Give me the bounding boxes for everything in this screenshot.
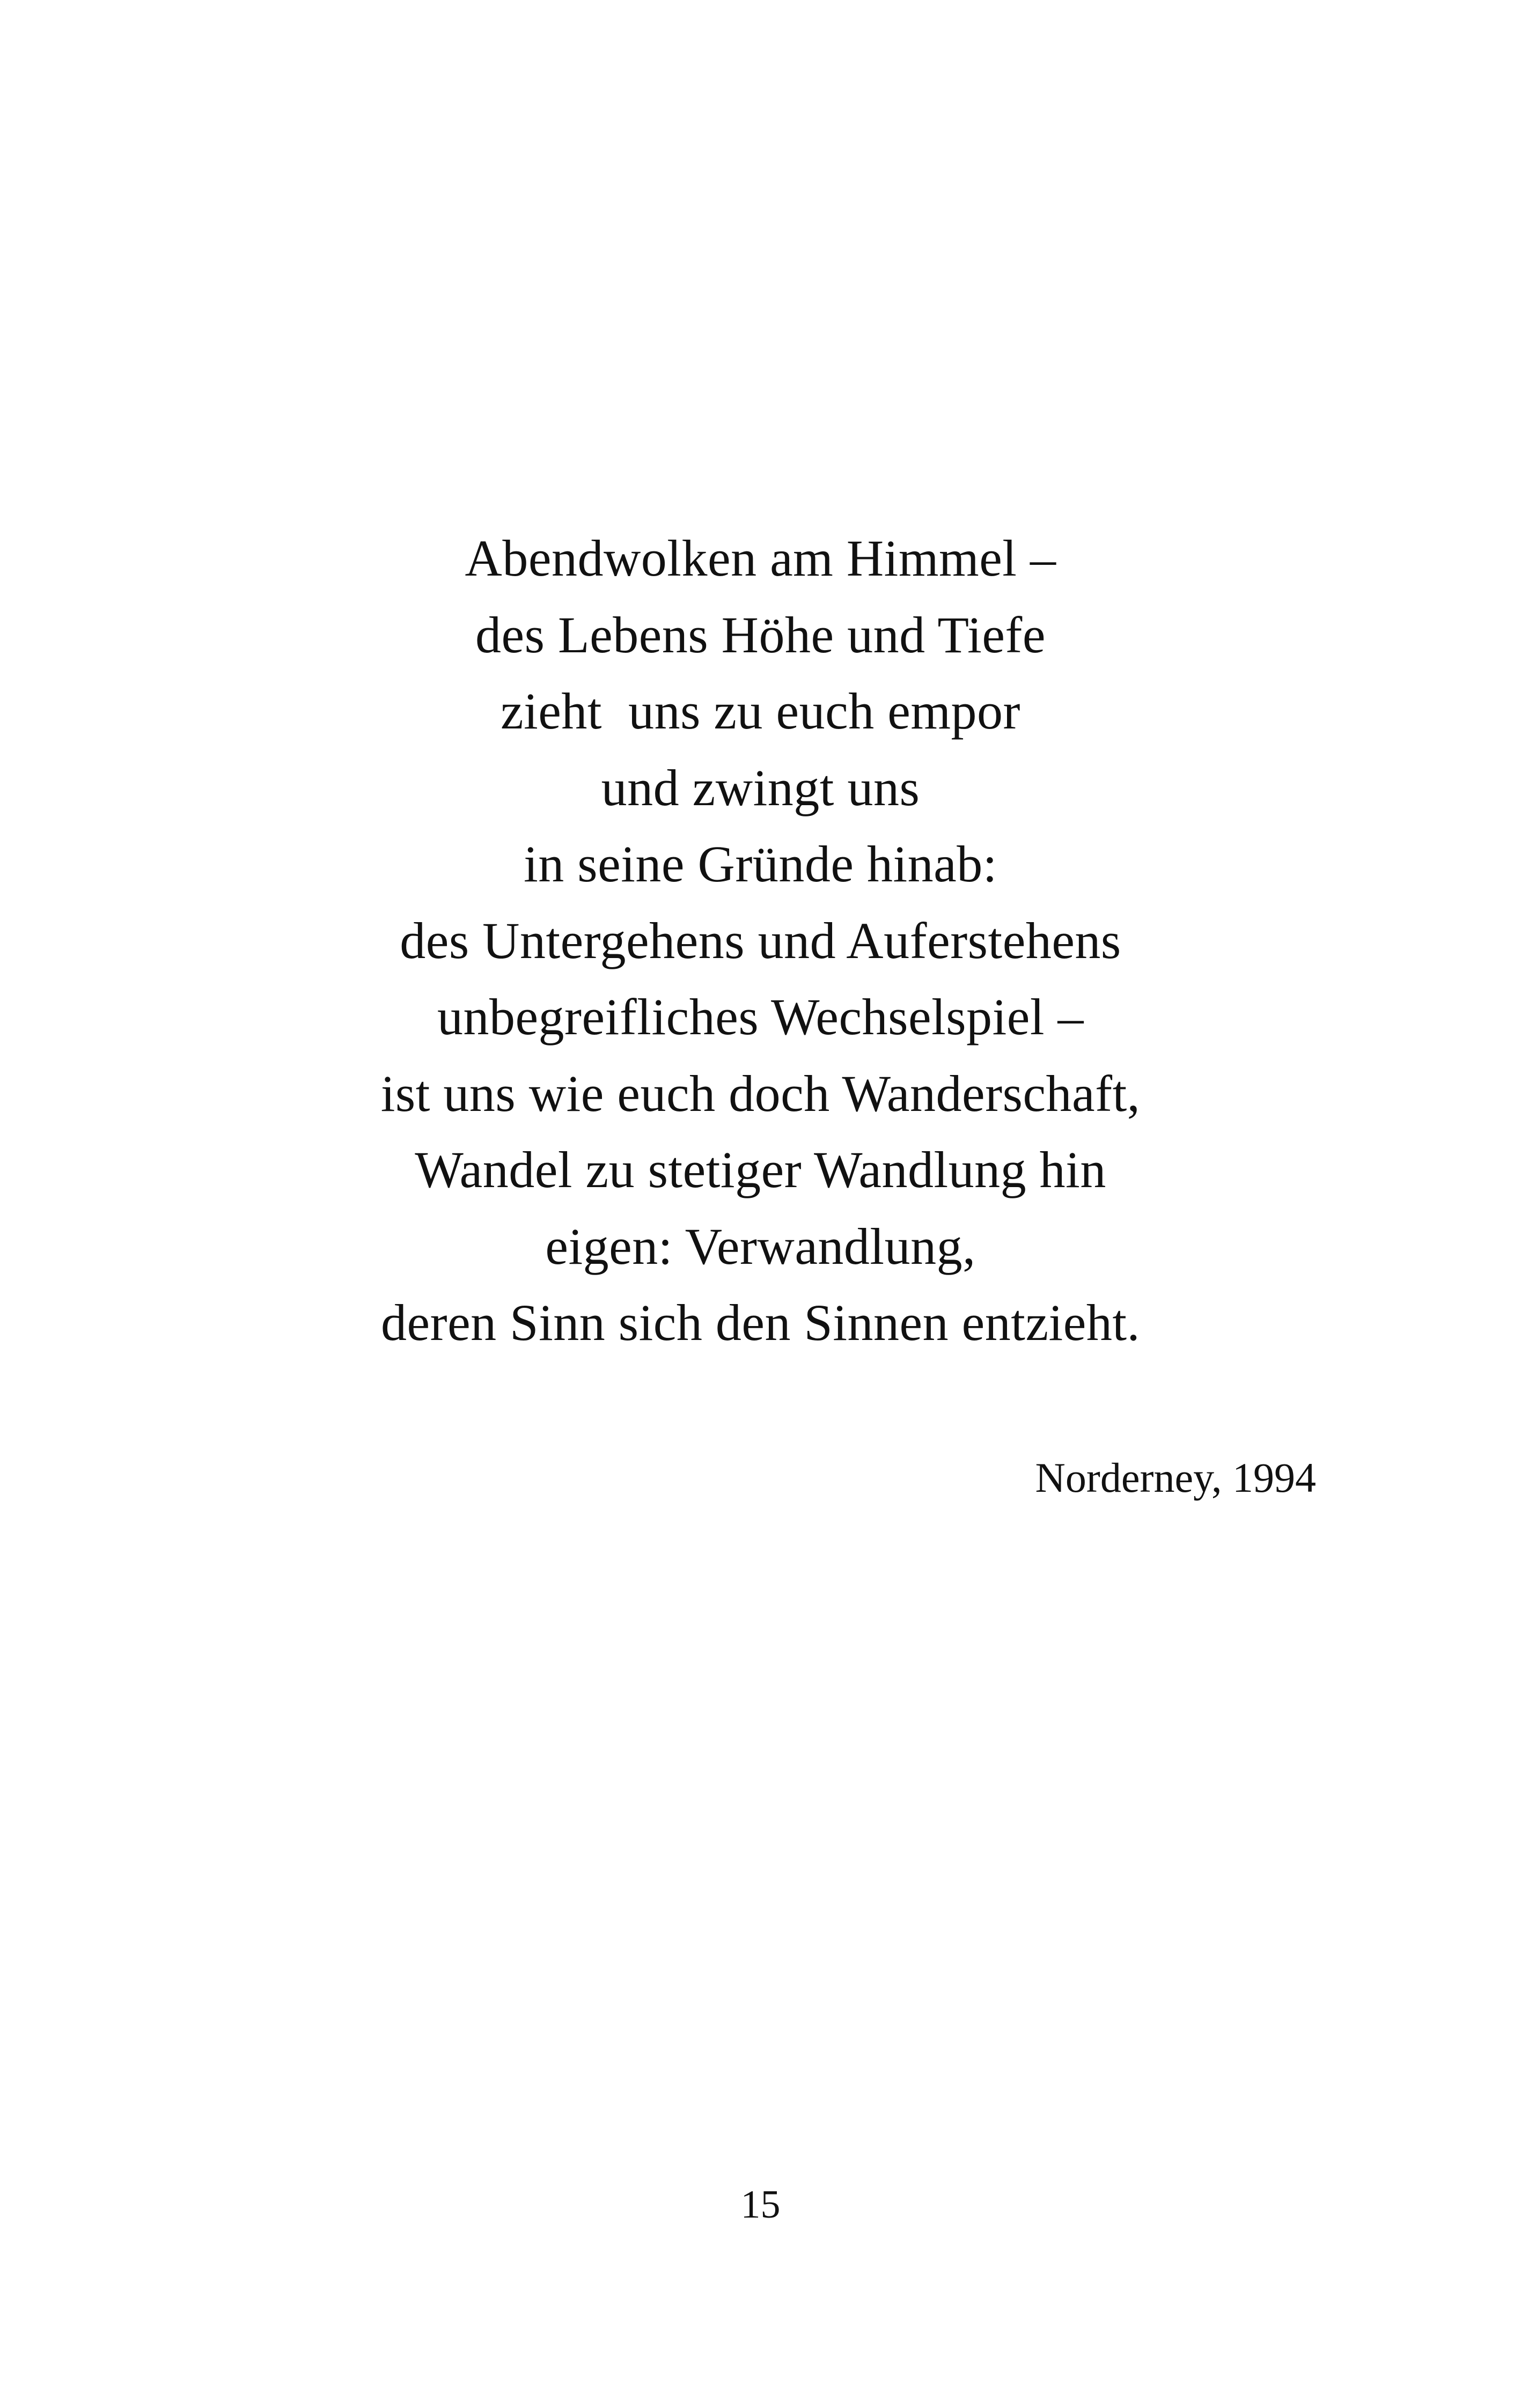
place-date-signature: Norderney, 1994 bbox=[1035, 1454, 1316, 1501]
poem-line: zieht uns zu euch empor bbox=[501, 682, 1020, 740]
poem-line: ist uns wie euch doch Wanderschaft, bbox=[380, 1064, 1141, 1122]
poem-stanza bbox=[0, 520, 1521, 1361]
poem-line: des Lebens Höhe und Tiefe bbox=[475, 606, 1046, 664]
poem-line: deren Sinn sich den Sinnen entzieht. bbox=[380, 1294, 1140, 1351]
page-number: 15 bbox=[740, 2183, 781, 2227]
poem-line: eigen: Verwandlung, bbox=[545, 1217, 976, 1275]
poem-line: und zwingt uns bbox=[601, 759, 920, 816]
poem-line: unbegreifliches Wechselspiel – bbox=[437, 988, 1084, 1045]
poem-line: Abendwolken am Himmel – bbox=[465, 529, 1056, 587]
poem-line: Wandel zu stetiger Wandlung hin bbox=[415, 1141, 1106, 1198]
poem-line: in seine Gründe hinab: bbox=[524, 835, 997, 893]
poem-line: des Untergehens und Auferstehens bbox=[400, 911, 1121, 969]
